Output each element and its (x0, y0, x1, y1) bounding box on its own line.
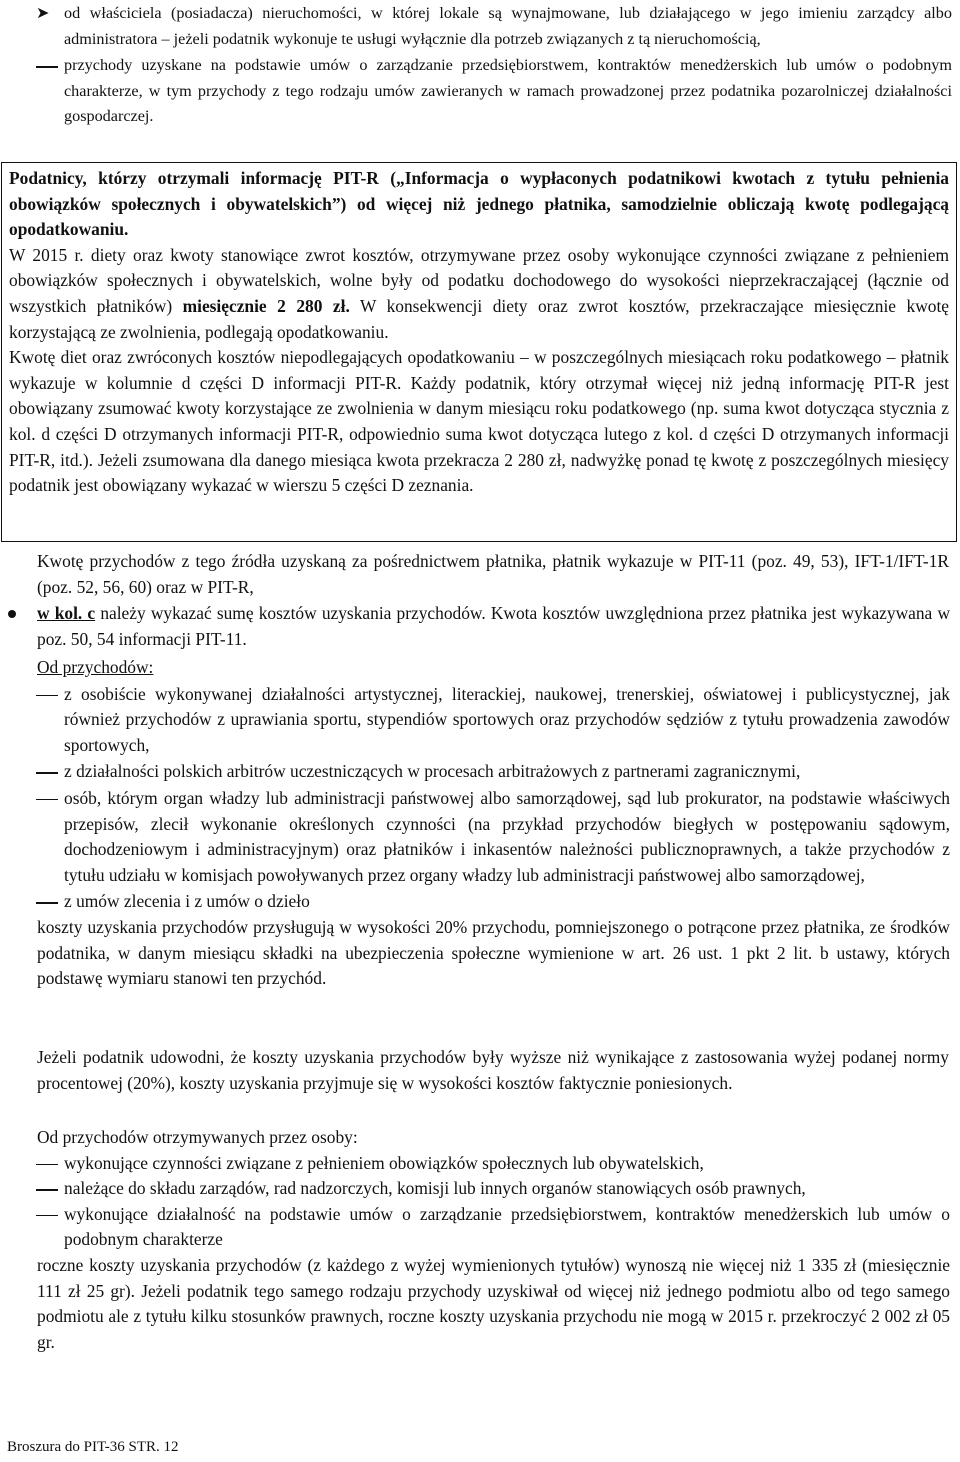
pit-r-info-box (1, 162, 957, 542)
dash-bullet-icon (34, 682, 60, 706)
kol-c-bullet (0, 601, 950, 652)
box-heading: Podatnicy, którzy otrzymali informację PIT-R („Informacja o wypłaconych podatnikowi kwotach z tytułu pełnienia obowiązków społecznych i obywatelskich”) od więcej niż jednego płatnika, samodzielnie obliczają kwotę podlegającą opodatkowaniu. (9, 168, 949, 240)
dash-bullet-icon (34, 1176, 60, 1200)
intro-paragraph: Kwotę przychodów z tego źródła uzyskaną za pośrednictwem płatnika, płatnik wykazuje w PIT-11 (poz. 49, 53), IFT-1/IFT-1R (poz. 52, 56, 60) oraz w PIT-R, (37, 551, 949, 597)
od-osoby-section (0, 1125, 950, 1355)
bullet-dot-icon (8, 610, 16, 618)
od-osoby-closing: roczne koszty uzyskania przychodów (z każdego z wyżej wymienionych tytułów) wynoszą nie więcej niż 1 335 zł (miesięcznie 111 zł 25 gr). Jeżeli podatnik tego samego rodzaju przychody uzyskiwał od więcej niż jednego podmiotu albo od tego samego podmiotu ale z tytułu kilku stosunków prawnych, roczne koszty uzyskania przychodu nie mogą w 2015 r. przekroczyć 2 002 zł 05 gr. (37, 1254, 950, 1352)
dash-bullet-icon (34, 786, 60, 810)
list-item-text: od właściciela (posiadacza) nieruchomości, w której lokale są wynajmowane, lub działającego w jego imieniu zarządcy albo administratora – jeżeli podatnik wykonuje te usługi wyłącznie dla potrzeb związanych z tą nieruchomością, (64, 4, 952, 48)
list-item (0, 53, 952, 130)
list-item: z osobiście wykonywanej działalności artystycznej, literackiej, naukowej, trenerskiej, oświatowej i publicystycznej, jak również przychodów z uprawiania sportu, stypendiów sportowych oraz przychodów sędziów z tytułu prowadzenia zawodów sportowych, (0, 682, 950, 759)
box-paragraph-1: W 2015 r. diety oraz kwoty stanowiące zwrot kosztów, otrzymywane przez osoby wykonujące czynności związane z pełnieniem obowiązków społecznych i obywatelskich, wolne były od podatku dochodowego do wysokości nieprzekraczającej (łącznie od wszystkich płatników) miesięcznie 2 280 zł. W konsekwencji diety oraz zwrot kosztów, przekraczające miesięcznie kwotę korzystającą ze zwolnienia, podlegają opodatkowaniu. (9, 244, 949, 342)
dash-bullet-icon (34, 889, 60, 913)
jezeli-paragraph-block (37, 1045, 949, 1096)
list-item: wykonujące działalność na podstawie umów o zarządzanie przedsiębiorstwem, kontraktów menedżerskich lub umów o podobnym charakterze (0, 1202, 950, 1253)
od-osoby-heading: Od przychodów otrzymywanych przez osoby: (37, 1127, 358, 1147)
dash-bullet-icon (34, 1151, 60, 1175)
dash-bullet-icon (34, 759, 60, 783)
list-item: z działalności polskich arbitrów uczestniczących w procesach arbitrażowych z partnerami zagranicznymi, (0, 759, 950, 785)
dash-bullet-icon (34, 53, 60, 77)
box-paragraph-2: Kwotę diet oraz zwróconych kosztów niepodlegających opodatkowaniu – w poszczególnych miesiącach roku podatkowego – płatnik wykazuje w kolumnie d części D informacji PIT-R. Każdy podatnik, który otrzymał więcej niż jedną informację PIT-R jest obowiązany zsumować kwoty korzystające ze zwolnienia w danym miesiącu roku podatkowego (np. suma kwot dotycząca stycznia z kol. d części D otrzymanych informacji PIT-R, odpowiednio suma kwot dotycząca lutego z kol. d części D otrzymanych informacji PIT-R, itd.). Jeżeli zsumowana dla danego miesiąca kwota przekracza 2 280 zł, nadwyżkę ponad tę kwotę z poszczególnych miesięcy podatnik jest obowiązany wykazać w wierszu 5 części D zeznania. (9, 347, 949, 496)
top-list (0, 1, 952, 130)
kol-c-text: w kol. c należy wykazać sumę kosztów uzyskania przychodów. Kwota kosztów uwzględniona przez płatnika jest wykazywana w poz. 50, 54 informacji PIT-11. (37, 603, 950, 649)
page-footer: Broszura do PIT-36 STR. 12 (7, 1439, 179, 1455)
arrow-bullet-icon: ➤ (36, 5, 50, 22)
intro-paragraph-block (37, 549, 949, 600)
dash-bullet-icon (34, 1202, 60, 1226)
jezeli-paragraph: Jeżeli podatnik udowodni, że koszty uzyskania przychodów były wyższe niż wynikające z zastosowania wyżej podanej normy procentowej (20%), koszty uzyskania przyjmuje się w wysokości kosztów faktycznie poniesionych. (37, 1047, 949, 1093)
od-przychodow-section (0, 655, 950, 992)
list-item: wykonujące czynności związane z pełnieniem obowiązków społecznych lub obywatelskich, (0, 1151, 950, 1177)
od-przychodow-heading: Od przychodów: (37, 657, 154, 677)
od-przychodow-closing: koszty uzyskania przychodów przysługują w wysokości 20% przychodu, pomniejszonego o potrącone przez płatnika, ze środków podatnika, w danym miesiącu składki na ubezpieczenia społeczne wymienione w art. 26 ust. 1 pkt 2 lit. b ustawy, których podstawę wymiaru stanowi ten przychód. (37, 916, 950, 989)
list-item: z umów zlecenia i z umów o dzieło (0, 889, 950, 915)
list-item: osób, którym organ władzy lub administracji państwowej albo samorządowej, sąd lub prokurator, na podstawie właściwych przepisów, zlecił wykonanie określonych czynności (na przykład przychodów biegłych w postępowaniu sądowym, dochodzeniowym i administracyjnym) oraz płatników i inkasentów należności publicznoprawnych, a także przychodów z tytułu udziału w komisjach powoływanych przez organy władzy lub administracji państwowej albo samorządowej, (0, 786, 950, 888)
list-item-text: przychody uzyskane na podstawie umów o zarządzanie przedsiębiorstwem, kontraktów menedżerskich lub umów o podobnym charakterze, w tym przychody z tego rodzaju umów zawieranych w ramach prowadzonej przez podatnika pozarolniczej działalności gospodarczej. (64, 56, 952, 126)
list-item (0, 1, 952, 52)
list-item: należące do składu zarządów, rad nadzorczych, komisji lub innych organów stanowiących osób prawnych, (0, 1176, 950, 1202)
